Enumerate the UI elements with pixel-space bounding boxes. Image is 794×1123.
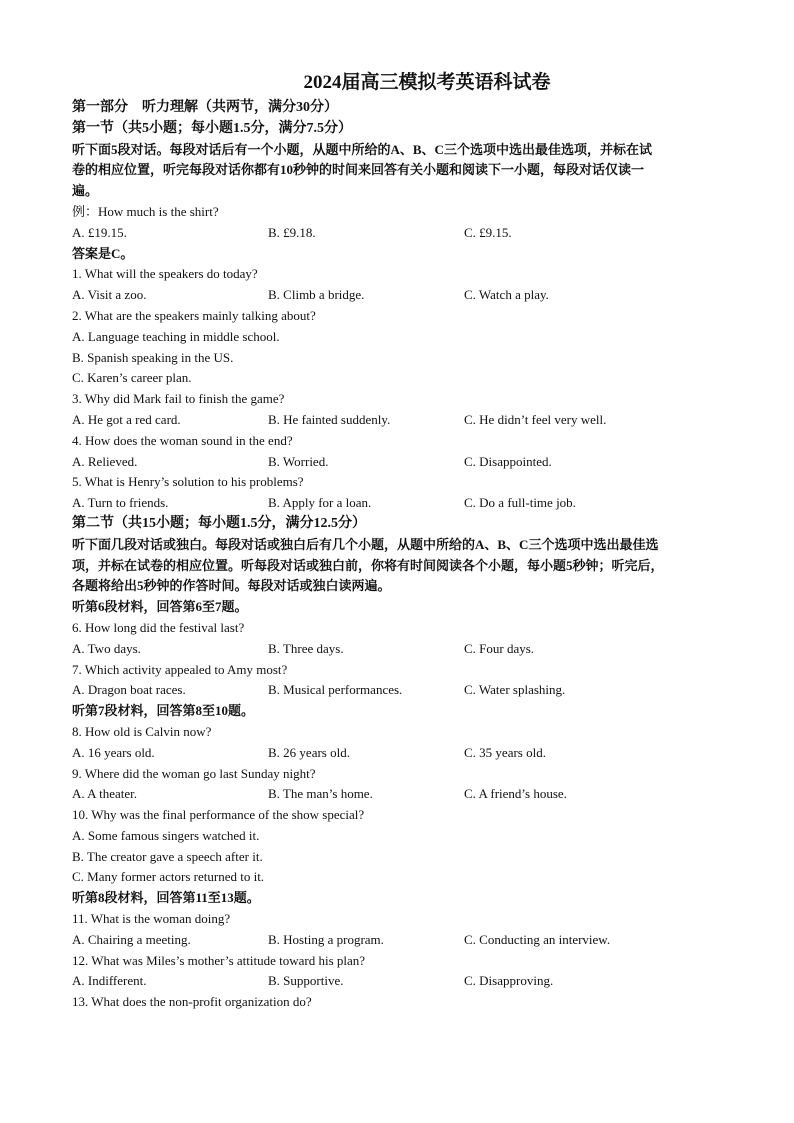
question-11: 11. What is the woman doing? [72, 911, 231, 927]
option-a: A. A theater. [72, 786, 137, 802]
section1-instructions-line2: 卷的相应位置，听完每段对话你都有10秒钟的时间来回答有关小题和阅读下一小题，每段对话仅读一 [72, 162, 645, 178]
option-a: A. Language teaching in middle school. [72, 328, 280, 344]
option-a: A. He got a red card. [72, 411, 181, 427]
exam-title: 2024届高三模拟考英语科试卷 [303, 72, 551, 93]
option-c: C. Water splashing. [464, 682, 566, 698]
option-c: C. Disapproving. [464, 973, 554, 989]
section1-instructions-line1: 听下面5段对话。每段对话后有一个小题，从题中所给的A、B、C三个选项中选出最佳选项，并标在试 [72, 141, 652, 157]
question-9: 9. Where did the woman go last Sunday night? [72, 765, 316, 781]
question-1-options [72, 285, 732, 306]
section2-heading: 第二节（共15小题；每小题1.5分，满分12.5分） [72, 515, 366, 531]
option-c: C. A friend’s house. [464, 786, 567, 802]
question-11-options [72, 930, 732, 951]
option-a: A. Chairing a meeting. [72, 931, 191, 947]
option-c: C. Many former actors returned to it. [72, 869, 265, 885]
question-8: 8. How old is Calvin now? [72, 723, 212, 739]
question-7: 7. Which activity appealed to Amy most? [72, 661, 288, 677]
option-b: B. He fainted suddenly. [268, 411, 391, 427]
example-options [72, 223, 732, 244]
question-2: 2. What are the speakers mainly talking about? [72, 307, 316, 323]
option-b: B. Worried. [268, 453, 329, 469]
question-8-options [72, 743, 732, 764]
option-c: C. Watch a play. [464, 287, 549, 303]
option-b: B. The man’s home. [268, 786, 373, 802]
question-13: 13. What does the non-profit organization do? [72, 994, 312, 1010]
option-c: C. He didn’t feel very well. [464, 411, 607, 427]
option-a: A. £19.15. [72, 224, 127, 240]
option-b: B. Spanish speaking in the US. [72, 349, 234, 365]
option-b: B. The creator gave a speech after it. [72, 848, 263, 864]
part1-heading: 第一部分 听力理解（共两节，满分30分） [72, 100, 338, 115]
section2-instructions-line2: 项，并标在试卷的相应位置。听每段对话或独白前，你将有时间阅读各个小题，每小题5秒钟；听完后， [72, 557, 664, 573]
example-question: 例：How much is the shirt? [72, 203, 219, 219]
section2-instructions-line1: 听下面几段对话或独白。每段对话或独白后有几个小题，从题中所给的A、B、C三个选项中选出最佳选 [72, 536, 659, 552]
option-c: C. 35 years old. [464, 744, 546, 760]
question-3-options [72, 410, 732, 431]
option-c: C. Disappointed. [464, 453, 552, 469]
option-c: C. Four days. [464, 640, 535, 656]
option-b: B. Climb a bridge. [268, 287, 365, 303]
option-b: B. £9.18. [268, 224, 316, 240]
option-b: B. Supportive. [268, 973, 344, 989]
question-4: 4. How does the woman sound in the end? [72, 432, 293, 448]
question-12: 12. What was Miles’s mother’s attitude toward his plan? [72, 952, 366, 968]
option-a: A. Indifferent. [72, 973, 147, 989]
question-4-options [72, 452, 732, 473]
question-12-options [72, 971, 732, 992]
material-6-heading: 听第6段材料，回答第6至7题。 [72, 599, 248, 615]
example-answer: 答案是C。 [72, 245, 134, 261]
option-a: A. Dragon boat races. [72, 682, 186, 698]
option-a: A. 16 years old. [72, 744, 155, 760]
question-6: 6. How long did the festival last? [72, 619, 245, 635]
exam-page [72, 68, 732, 1013]
question-6-options [72, 639, 732, 660]
option-a: A. Relieved. [72, 453, 138, 469]
option-b: B. 26 years old. [268, 744, 350, 760]
option-c: C. Conducting an interview. [464, 931, 611, 947]
section2-instructions-line3: 各题将给出5秒钟的作答时间。每段对话或独白读两遍。 [72, 578, 391, 594]
option-b: B. Three days. [268, 640, 344, 656]
option-c: C. Karen’s career plan. [72, 370, 192, 386]
question-5: 5. What is Henry’s solution to his problems? [72, 474, 304, 490]
section1-instructions-line3: 遍。 [72, 183, 99, 199]
question-1: 1. What will the speakers do today? [72, 266, 258, 282]
option-a: A. Two days. [72, 640, 141, 656]
material-8-heading: 听第8段材料，回答第11至13题。 [72, 890, 260, 906]
option-c: C. Do a full-time job. [464, 495, 576, 511]
section1-heading: 第一节（共5小题；每小题1.5分，满分7.5分） [72, 120, 352, 136]
option-c: C. £9.15. [464, 224, 512, 240]
option-b: B. Musical performances. [268, 682, 403, 698]
question-5-options [72, 493, 732, 514]
option-a: A. Some famous singers watched it. [72, 827, 260, 843]
option-b: B. Apply for a loan. [268, 495, 372, 511]
material-7-heading: 听第7段材料，回答第8至10题。 [72, 703, 255, 719]
option-a: A. Turn to friends. [72, 495, 169, 511]
question-3: 3. Why did Mark fail to finish the game? [72, 391, 285, 407]
question-7-options [72, 680, 732, 701]
option-b: B. Hosting a program. [268, 931, 384, 947]
question-10: 10. Why was the final performance of the show special? [72, 807, 365, 823]
question-9-options [72, 784, 732, 805]
option-a: A. Visit a zoo. [72, 287, 147, 303]
